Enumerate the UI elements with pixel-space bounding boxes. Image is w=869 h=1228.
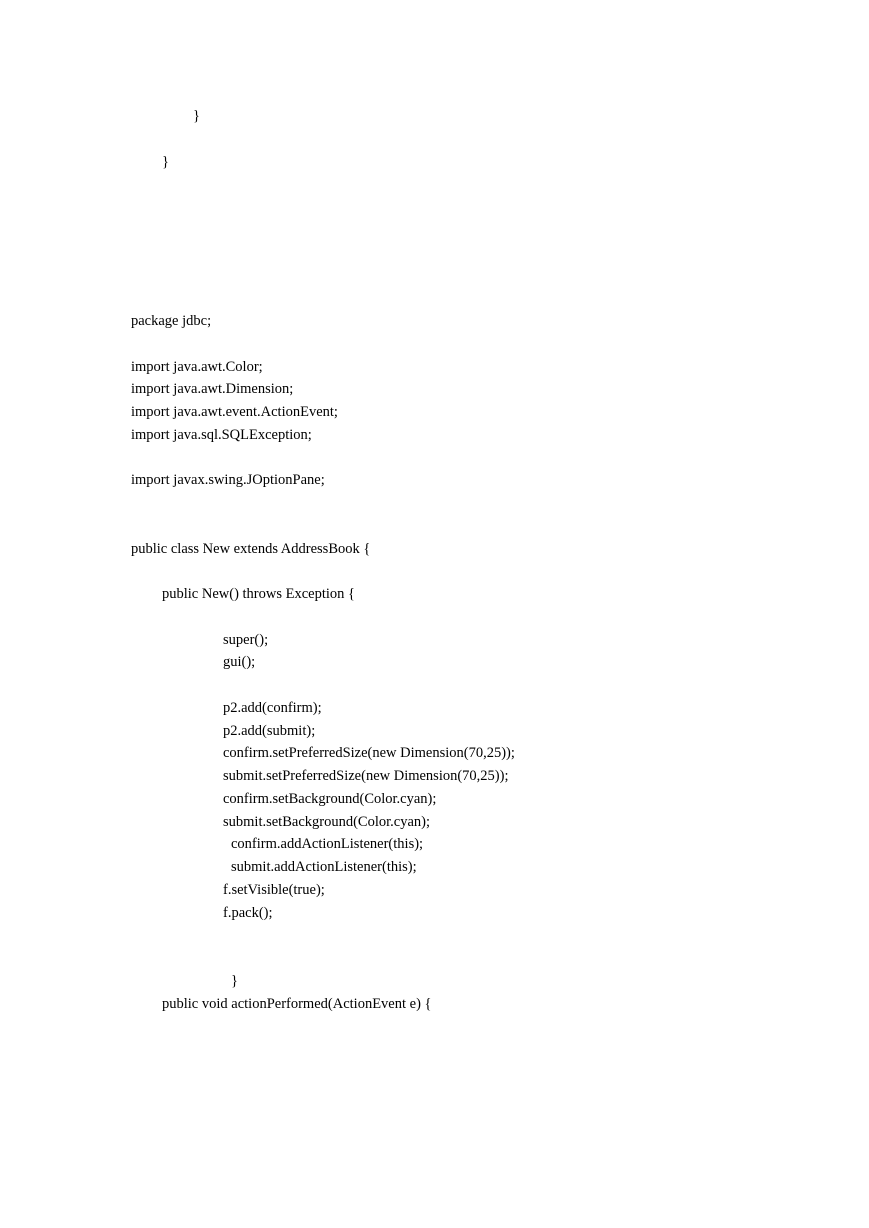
code-line: public class New extends AddressBook { — [131, 541, 371, 557]
code-line: import java.awt.event.ActionEvent; — [131, 404, 338, 420]
code-line: p2.add(submit); — [223, 723, 316, 739]
code-line: public New() throws Exception { — [162, 586, 355, 602]
code-line: import java.awt.Dimension; — [131, 381, 294, 397]
code-line: confirm.addActionListener(this); — [231, 836, 424, 852]
code-line: public void actionPerformed(ActionEvent e) { — [162, 996, 432, 1012]
code-line: gui(); — [223, 654, 256, 670]
code-line: import java.sql.SQLException; — [131, 427, 312, 443]
code-line: submit.addActionListener(this); — [231, 859, 417, 875]
code-line: submit.setPreferredSize(new Dimension(70,25)); — [223, 768, 509, 784]
code-line: f.setVisible(true); — [223, 882, 325, 898]
code-line: submit.setBackground(Color.cyan); — [223, 814, 430, 830]
code-line: package jdbc; — [131, 313, 212, 329]
code-line: p2.add(confirm); — [223, 700, 322, 716]
code-line: } — [162, 154, 169, 170]
code-line: import javax.swing.JOptionPane; — [131, 472, 325, 488]
code-line: confirm.setPreferredSize(new Dimension(70,25)); — [223, 745, 515, 761]
code-line: } — [231, 973, 238, 989]
code-line: f.pack(); — [223, 905, 273, 921]
code-line: } — [193, 108, 200, 124]
code-line: super(); — [223, 632, 269, 648]
code-line: confirm.setBackground(Color.cyan); — [223, 791, 437, 807]
code-line: import java.awt.Color; — [131, 359, 263, 375]
